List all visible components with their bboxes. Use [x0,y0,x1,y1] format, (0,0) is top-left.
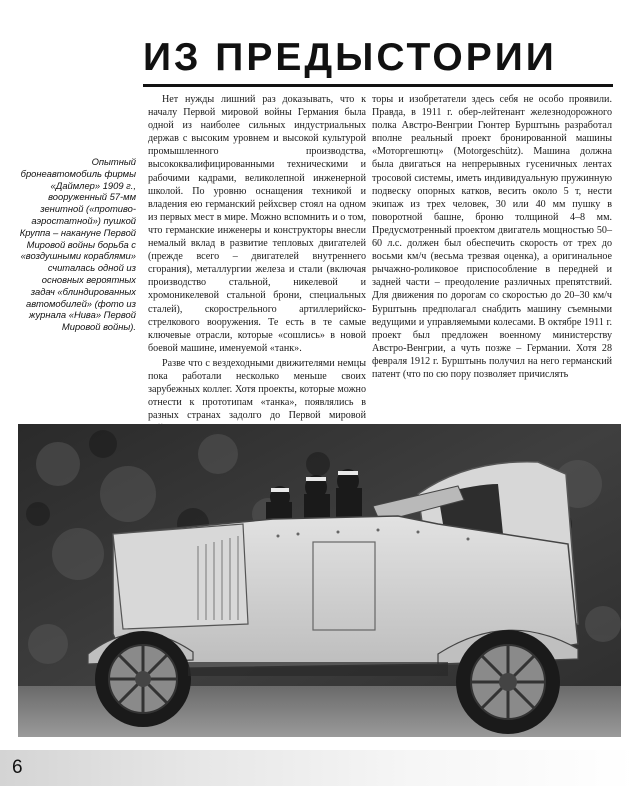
article-column-2 [372,93,612,423]
article-paragraph: Нет нужды лишний раз доказывать, что к началу Первой мировой войны Германия была одной из наиболее сильных индустриальных держав с высоким уровнем и высокой культурой промышленного производства, высококвалифицированными техническими и рабочими кадрами, великолепной инженерной школой. По уровню оснащения техникой и владения ею германский рейхсвер стоял на одном из первых мест в мире. Можно вспомнить и о том, что германские инженеры и конструкторы внесли немалый вклад в развитие тепловых двигателей (прежде всего – двигателей внутреннего сгорания), металлургии железа и стали (включая производство стальной, никелевой и хромоникелевой стальной брони, специальных сталей), скорострельного артиллерийско-стрелкового вооружения. Те есть в те самые ключевые отрасли, которые «сошлись» в новой боевой машине, именуемой «танк». [148,94,366,354]
armored-car-photo [18,424,621,737]
page-title: ИЗ ПРЕДЫСТОРИИ [143,36,557,79]
title-rule [143,84,613,87]
footer-band [0,750,636,786]
article-paragraph: торы и изобретатели здесь себя не особо проявили. Правда, в 1911 г. обер-лейтенант железнодорожного полка Австро-Венгрии Гюнтер Бурштынь разработал вполне реальный проект бронированной машины «Моторгешютц» (Motorgeschütz). Машина должна была двигаться на непрерывных гусеничных лентах тросовой системы, иметь индивидуальную пружинную подвеску опорных катков, весить около 5 т, нести экипаж из трех человек, 30 или 40 мм пушку в поворотной башне, броню толщиной 4–8 мм. Предусмотренный проектом двигатель мощностью 50–60 л.с. должен был обеспечить скорость от трех до восьми км/ч (весьма трезвая оценка), а оригинальное рычажно-роликовое приспособление в передней и задней части – преодоление различных препятствий. Для движения по дорогам со скоростью до 20–30 км/ч Бурштынь предполагал снабдить машину съемными ведущими и управляемыми колесами. В октябре 1911 г. проект был предложен военному министерству Австро-Венгрии, а чуть позже – Германии. Хотя 28 февраля 1912 г. Бурштынь получил на него германский патент (что по сю пору позволяет причислять [372,94,612,380]
article-paragraph: Разве что с вездеходными движителями немцы пока работали несколько меньше своих зарубежных коллег. Хотя проекты, которые можно отнести к прототипам «танка», появлялись в разных странах задолго до Первой мировой [148,357,366,422]
article-column-1 [148,93,366,423]
photo-caption: Опытный бронеавтомобиль фирмы «Даймлер» 1909 г., вооруженный 57-мм зенитной («противо-аэростатной») пушкой Круппа – накануне Первой Мировой войны борьба с «воздушными кораблями» считалась одной из основных вероятных задач «блиндированных автомобилей» (фото из журнала «Нива» Первой Мировой войны). [19,156,136,333]
page-number: 6 [12,757,23,778]
